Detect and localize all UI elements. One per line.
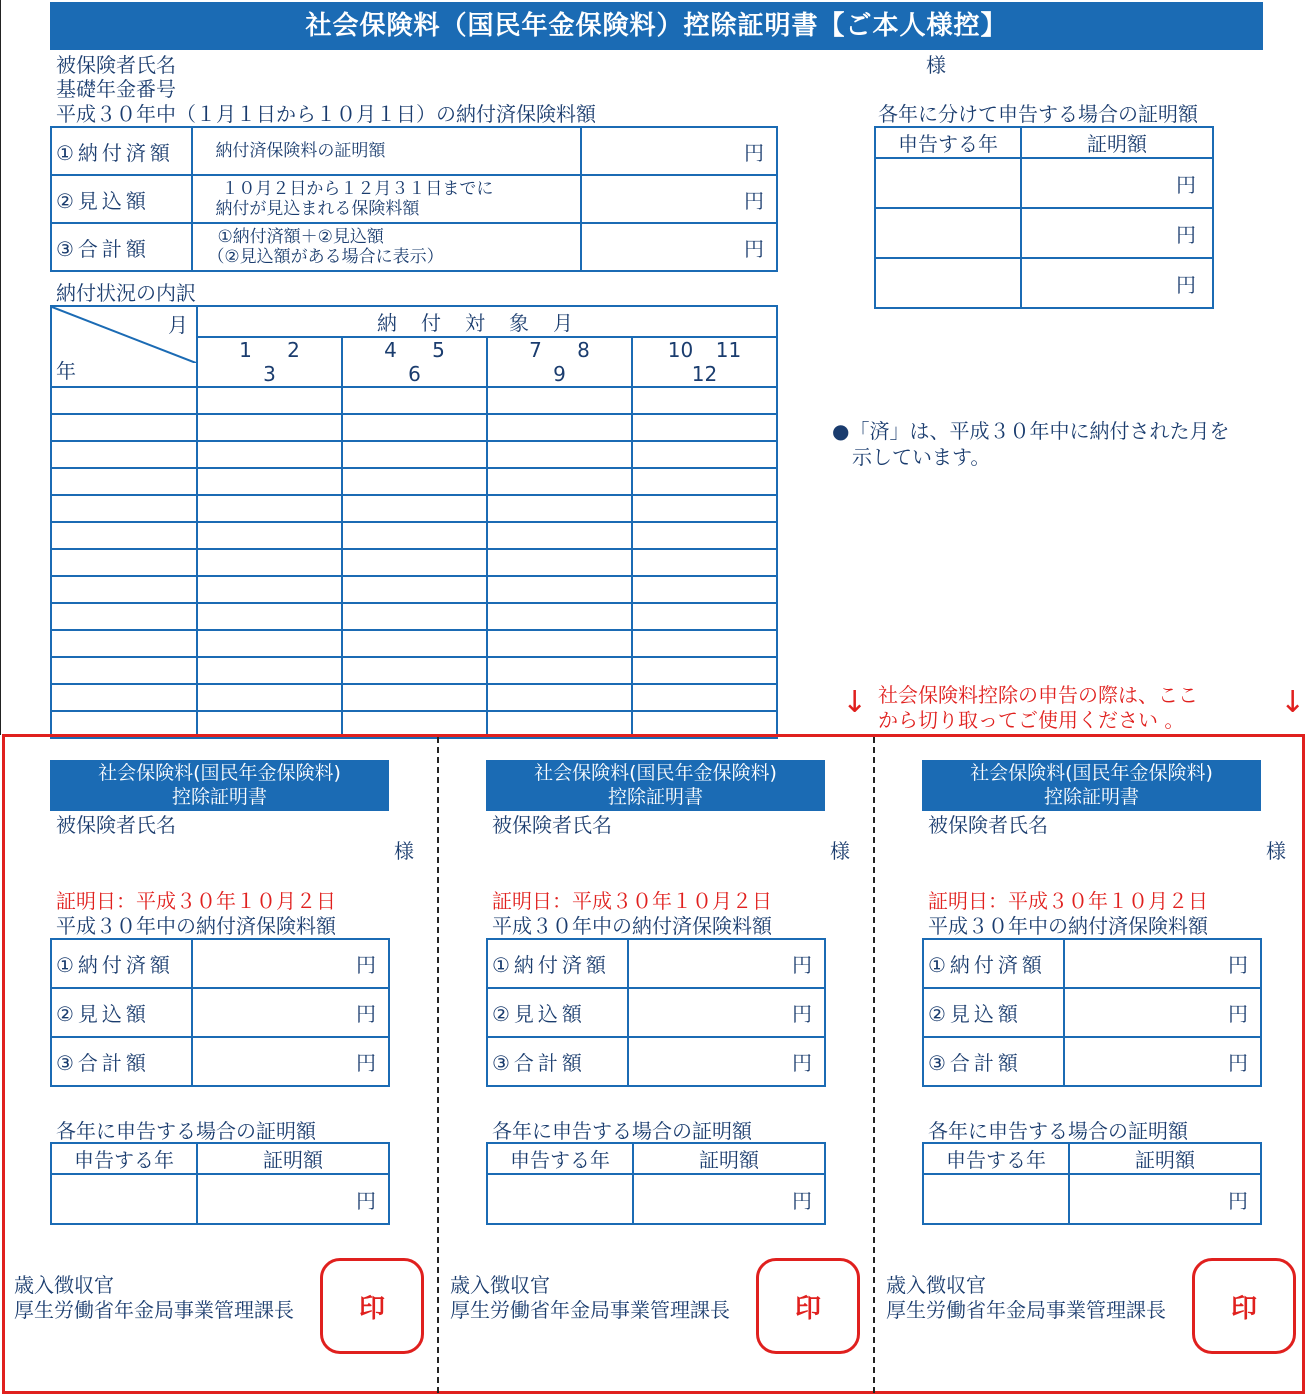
month-number: 3 [263, 362, 276, 386]
table-row [51, 939, 389, 988]
table-row [875, 258, 1213, 308]
coupon-officer-title: 歳入徴収官 [14, 1273, 114, 1297]
coupon-amount-table [50, 938, 390, 1087]
grid-year-cell [51, 495, 197, 522]
coupon-row-label: ③合計額 [487, 1037, 628, 1086]
grid-month-cell [197, 495, 342, 522]
grid-month-cell [632, 468, 777, 495]
year-cell [875, 158, 1021, 208]
grid-month-cell [342, 441, 487, 468]
coupon-title [486, 760, 825, 811]
coupon-officer-name: 厚生労働省年金局事業管理課長 [14, 1298, 294, 1322]
table-row [875, 208, 1213, 258]
grid-month-cell [197, 414, 342, 441]
grid-month-cell [487, 387, 632, 414]
grid-month-cell [487, 414, 632, 441]
quarter-cell [487, 337, 632, 387]
table-row [923, 1037, 1261, 1086]
cut-arrow-right: ↓ [1280, 685, 1306, 720]
table-row [51, 1037, 389, 1086]
grid-month-cell [487, 576, 632, 603]
coupon-col-year: 申告する年 [923, 1143, 1069, 1174]
corner-year-label: 年 [56, 359, 76, 383]
desc-line: ①納付済額＋②見込額 [217, 227, 384, 247]
table-row [51, 175, 777, 223]
grid-row [51, 630, 777, 657]
grid-month-cell [342, 576, 487, 603]
quarter-cell [342, 337, 487, 387]
document-title: 社会保険料（国民年金保険料）控除証明書【ご本人様控】 [50, 2, 1263, 50]
grid-month-cell [632, 549, 777, 576]
month-number: 2 [287, 338, 300, 362]
seal-stamp: 印 [1192, 1258, 1296, 1354]
grid-month-cell [632, 441, 777, 468]
grid-month-cell [197, 468, 342, 495]
grid-month-cell [487, 495, 632, 522]
coupon-insured-name-label: 被保険者氏名 [56, 813, 176, 837]
cut-line-2 [873, 737, 875, 1393]
coupon-year-cell [923, 1174, 1069, 1224]
coupon-row-value: 円 [628, 939, 825, 988]
coupon-row-value: 円 [628, 1037, 825, 1086]
grid-row [51, 414, 777, 441]
grid-month-cell [632, 414, 777, 441]
coupon-col-year: 申告する年 [51, 1143, 197, 1174]
grid-month-cell [632, 630, 777, 657]
coupon-cert-date: 証明日：平成３０年１０月２日 [928, 889, 1208, 913]
table-row [51, 127, 777, 175]
coupon-title-line: 控除証明書 [1043, 786, 1139, 808]
coupon-amount-cell: 円 [1069, 1174, 1261, 1224]
grid-row [51, 495, 777, 522]
grid-month-cell [197, 684, 342, 711]
grid-month-cell [342, 468, 487, 495]
coupon-cert-date: 証明日：平成３０年１０月２日 [56, 889, 336, 913]
grid-month-cell [342, 495, 487, 522]
grid-month-cell [342, 684, 487, 711]
coupon-officer-title: 歳入徴収官 [886, 1273, 986, 1297]
month-number: 7 [529, 338, 542, 362]
coupon-title-line: 社会保険料(国民年金保険料) [970, 762, 1213, 784]
corner-month-label: 月 [168, 313, 188, 337]
grid-row [51, 441, 777, 468]
pension-number-label: 基礎年金番号 [56, 77, 176, 101]
month-number: 8 [577, 338, 590, 362]
cut-note-line-2: から切り取ってご使用ください 。 [878, 708, 1185, 732]
quarter-cell [632, 337, 777, 387]
grid-month-cell [487, 657, 632, 684]
cut-note-line-1: 社会保険料控除の申告の際は、ここ [878, 683, 1198, 707]
grid-month-cell [197, 441, 342, 468]
coupon-row-label: ②見込額 [487, 988, 628, 1037]
coupon-row-value: 円 [1064, 1037, 1261, 1086]
grid-month-cell [632, 603, 777, 630]
coupon-col-amount: 証明額 [197, 1143, 389, 1174]
coupon-col-amount: 証明額 [1069, 1143, 1261, 1174]
grid-row [51, 576, 777, 603]
coupon-by-year-caption: 各年に申告する場合の証明額 [56, 1119, 316, 1143]
table-row [487, 939, 825, 988]
grid-year-cell [51, 603, 197, 630]
table-row [487, 1037, 825, 1086]
table-row [51, 223, 777, 271]
table-row [487, 1174, 825, 1224]
desc-line: 納付が見込まれる保険料額 [215, 199, 420, 219]
coupon-title-line: 社会保険料(国民年金保険料) [98, 762, 341, 784]
grid-month-cell [197, 657, 342, 684]
grid-month-cell [342, 630, 487, 657]
table-header-row [487, 1143, 825, 1174]
coupon-row-label: ③合計額 [51, 1037, 192, 1086]
grid-row [51, 549, 777, 576]
grid-year-cell [51, 630, 197, 657]
target-month-header: 納付対象月 [197, 306, 777, 337]
coupon-period-label: 平成３０年中の納付済保険料額 [928, 914, 1208, 938]
seal-stamp: 印 [756, 1258, 860, 1354]
coupon-by-year-table [50, 1142, 390, 1225]
coupon-row-label: ②見込額 [51, 988, 192, 1037]
grid-year-cell [51, 414, 197, 441]
coupon-by-year-table [922, 1142, 1262, 1225]
coupon-title-line: 控除証明書 [607, 786, 703, 808]
grid-year-cell [51, 468, 197, 495]
coupon-row-value: 円 [192, 988, 389, 1037]
seal-stamp: 印 [320, 1258, 424, 1354]
coupon-year-cell [51, 1174, 197, 1224]
coupon-amount-cell: 円 [633, 1174, 825, 1224]
coupon-row-value: 円 [1064, 939, 1261, 988]
note-line-1: ●「済」は、平成３０年中に納付された月を [832, 419, 1230, 443]
grid-year-cell [51, 387, 197, 414]
grid-year-cell [51, 684, 197, 711]
table-row [923, 939, 1261, 988]
grid-month-cell [197, 576, 342, 603]
month-number: 10 [667, 338, 694, 362]
coupon-row-value: 円 [1064, 988, 1261, 1037]
amount-cell: 円 [1021, 258, 1213, 308]
month-number: 6 [408, 362, 421, 386]
amount-table [50, 126, 778, 272]
table-row [923, 1174, 1261, 1224]
month-number: 4 [384, 338, 397, 362]
grid-month-cell [487, 603, 632, 630]
grid-month-cell [487, 522, 632, 549]
table-row [875, 158, 1213, 208]
year-cell [875, 208, 1021, 258]
coupon-by-year-caption: 各年に申告する場合の証明額 [928, 1119, 1188, 1143]
grid-row [51, 468, 777, 495]
coupon-amount-table [486, 938, 826, 1087]
grid-month-cell [632, 576, 777, 603]
grid-month-cell [197, 549, 342, 576]
grid-year-cell [51, 522, 197, 549]
amount-cell: 円 [1021, 158, 1213, 208]
cut-line-1 [437, 737, 439, 1393]
coupon-row-value: 円 [192, 1037, 389, 1086]
coupon-row-label: ①納付済額 [51, 939, 192, 988]
row-desc-total [192, 223, 580, 271]
grid-row [51, 684, 777, 711]
row-label-expected: ②見込額 [51, 175, 192, 223]
page-left-border [0, 0, 1, 735]
coupon-row-value: 円 [628, 988, 825, 1037]
grid-month-cell [487, 630, 632, 657]
coupon-officer-title: 歳入徴収官 [450, 1273, 550, 1297]
grid-year-cell [51, 549, 197, 576]
coupon-cert-date: 証明日：平成３０年１０月２日 [492, 889, 772, 913]
coupon-title [922, 760, 1261, 811]
grid-month-cell [197, 387, 342, 414]
coupon-row-label: ①納付済額 [923, 939, 1064, 988]
coupon-row-value: 円 [192, 939, 389, 988]
coupon-amount-cell: 円 [197, 1174, 389, 1224]
coupon-period-label: 平成３０年中の納付済保険料額 [492, 914, 772, 938]
coupon-period-label: 平成３０年中の納付済保険料額 [56, 914, 336, 938]
by-year-caption: 各年に分けて申告する場合の証明額 [878, 102, 1198, 126]
coupon-by-year-table [486, 1142, 826, 1225]
month-number: 11 [715, 338, 742, 362]
coupon-row-label: ③合計額 [923, 1037, 1064, 1086]
grid-row [51, 657, 777, 684]
insured-name-label: 被保険者氏名 [56, 53, 176, 77]
cut-arrow-left: ↓ [842, 685, 868, 720]
coupon-honorific: 様 [394, 839, 414, 863]
coupon-col-amount: 証明額 [633, 1143, 825, 1174]
coupon-title [50, 760, 389, 811]
grid-month-cell [342, 414, 487, 441]
grid-month-cell [197, 630, 342, 657]
row-value-expected: 円 [581, 175, 777, 223]
grid-month-cell [342, 549, 487, 576]
table-row [51, 988, 389, 1037]
grid-year-cell [51, 657, 197, 684]
desc-line: 納付済保険料の証明額 [215, 141, 386, 161]
grid-row [51, 387, 777, 414]
coupon-row-label: ①納付済額 [487, 939, 628, 988]
col-year-header: 申告する年 [875, 127, 1021, 158]
grid-month-cell [632, 684, 777, 711]
table-header-row [923, 1143, 1261, 1174]
grid-month-cell [342, 522, 487, 549]
coupon-col-year: 申告する年 [487, 1143, 633, 1174]
year-cell [875, 258, 1021, 308]
grid-month-cell [487, 468, 632, 495]
grid-header-row [51, 306, 777, 337]
corner-cell [51, 306, 197, 387]
quarter-cell [197, 337, 342, 387]
grid-month-cell [632, 495, 777, 522]
grid-month-cell [632, 657, 777, 684]
payment-status-grid [50, 305, 778, 739]
month-number: 5 [432, 338, 445, 362]
grid-year-cell [51, 576, 197, 603]
grid-month-cell [487, 549, 632, 576]
grid-row [51, 603, 777, 630]
grid-row [51, 522, 777, 549]
coupon-honorific: 様 [830, 839, 850, 863]
grid-month-cell [197, 522, 342, 549]
desc-line: （②見込額がある場合に表示） [207, 247, 444, 267]
coupon-insured-name-label: 被保険者氏名 [928, 813, 1048, 837]
table-row [51, 1174, 389, 1224]
coupon-honorific: 様 [1266, 839, 1286, 863]
period-label: 平成３０年中（１月１日から１０月１日）の納付済保険料額 [56, 102, 596, 126]
note-line-2: 示しています。 [852, 445, 991, 469]
grid-month-cell [487, 441, 632, 468]
coupon-row-label: ②見込額 [923, 988, 1064, 1037]
row-label-total: ③合計額 [51, 223, 192, 271]
coupon-amount-table [922, 938, 1262, 1087]
coupon-year-cell [487, 1174, 633, 1224]
by-year-table [874, 126, 1214, 309]
grid-year-cell [51, 441, 197, 468]
grid-month-cell [632, 522, 777, 549]
coupon-insured-name-label: 被保険者氏名 [492, 813, 612, 837]
coupon-title-line: 社会保険料(国民年金保険料) [534, 762, 777, 784]
table-row [923, 988, 1261, 1037]
coupon-title-line: 控除証明書 [171, 786, 267, 808]
amount-cell: 円 [1021, 208, 1213, 258]
grid-month-cell [342, 387, 487, 414]
grid-month-cell [342, 603, 487, 630]
coupon-officer-name: 厚生労働省年金局事業管理課長 [886, 1298, 1166, 1322]
grid-month-cell [487, 684, 632, 711]
grid-month-cell [632, 387, 777, 414]
table-header-row [51, 1143, 389, 1174]
row-desc-expected [192, 175, 580, 223]
table-header-row [875, 127, 1213, 158]
row-label-paid: ①納付済額 [51, 127, 192, 175]
coupon-officer-name: 厚生労働省年金局事業管理課長 [450, 1298, 730, 1322]
grid-month-cell [197, 603, 342, 630]
month-number: 1 [239, 338, 252, 362]
payment-status-caption: 納付状況の内訳 [56, 281, 196, 305]
grid-month-cell [342, 657, 487, 684]
coupon-by-year-caption: 各年に申告する場合の証明額 [492, 1119, 752, 1143]
row-value-total: 円 [581, 223, 777, 271]
month-number: 9 [553, 362, 566, 386]
month-number: 12 [691, 362, 718, 386]
desc-line: １０月２日から１２月３１日までに [221, 179, 494, 199]
honorific-label: 様 [926, 53, 946, 77]
row-value-paid: 円 [581, 127, 777, 175]
table-row [487, 988, 825, 1037]
col-amount-header: 証明額 [1021, 127, 1213, 158]
row-desc-paid [192, 127, 580, 175]
